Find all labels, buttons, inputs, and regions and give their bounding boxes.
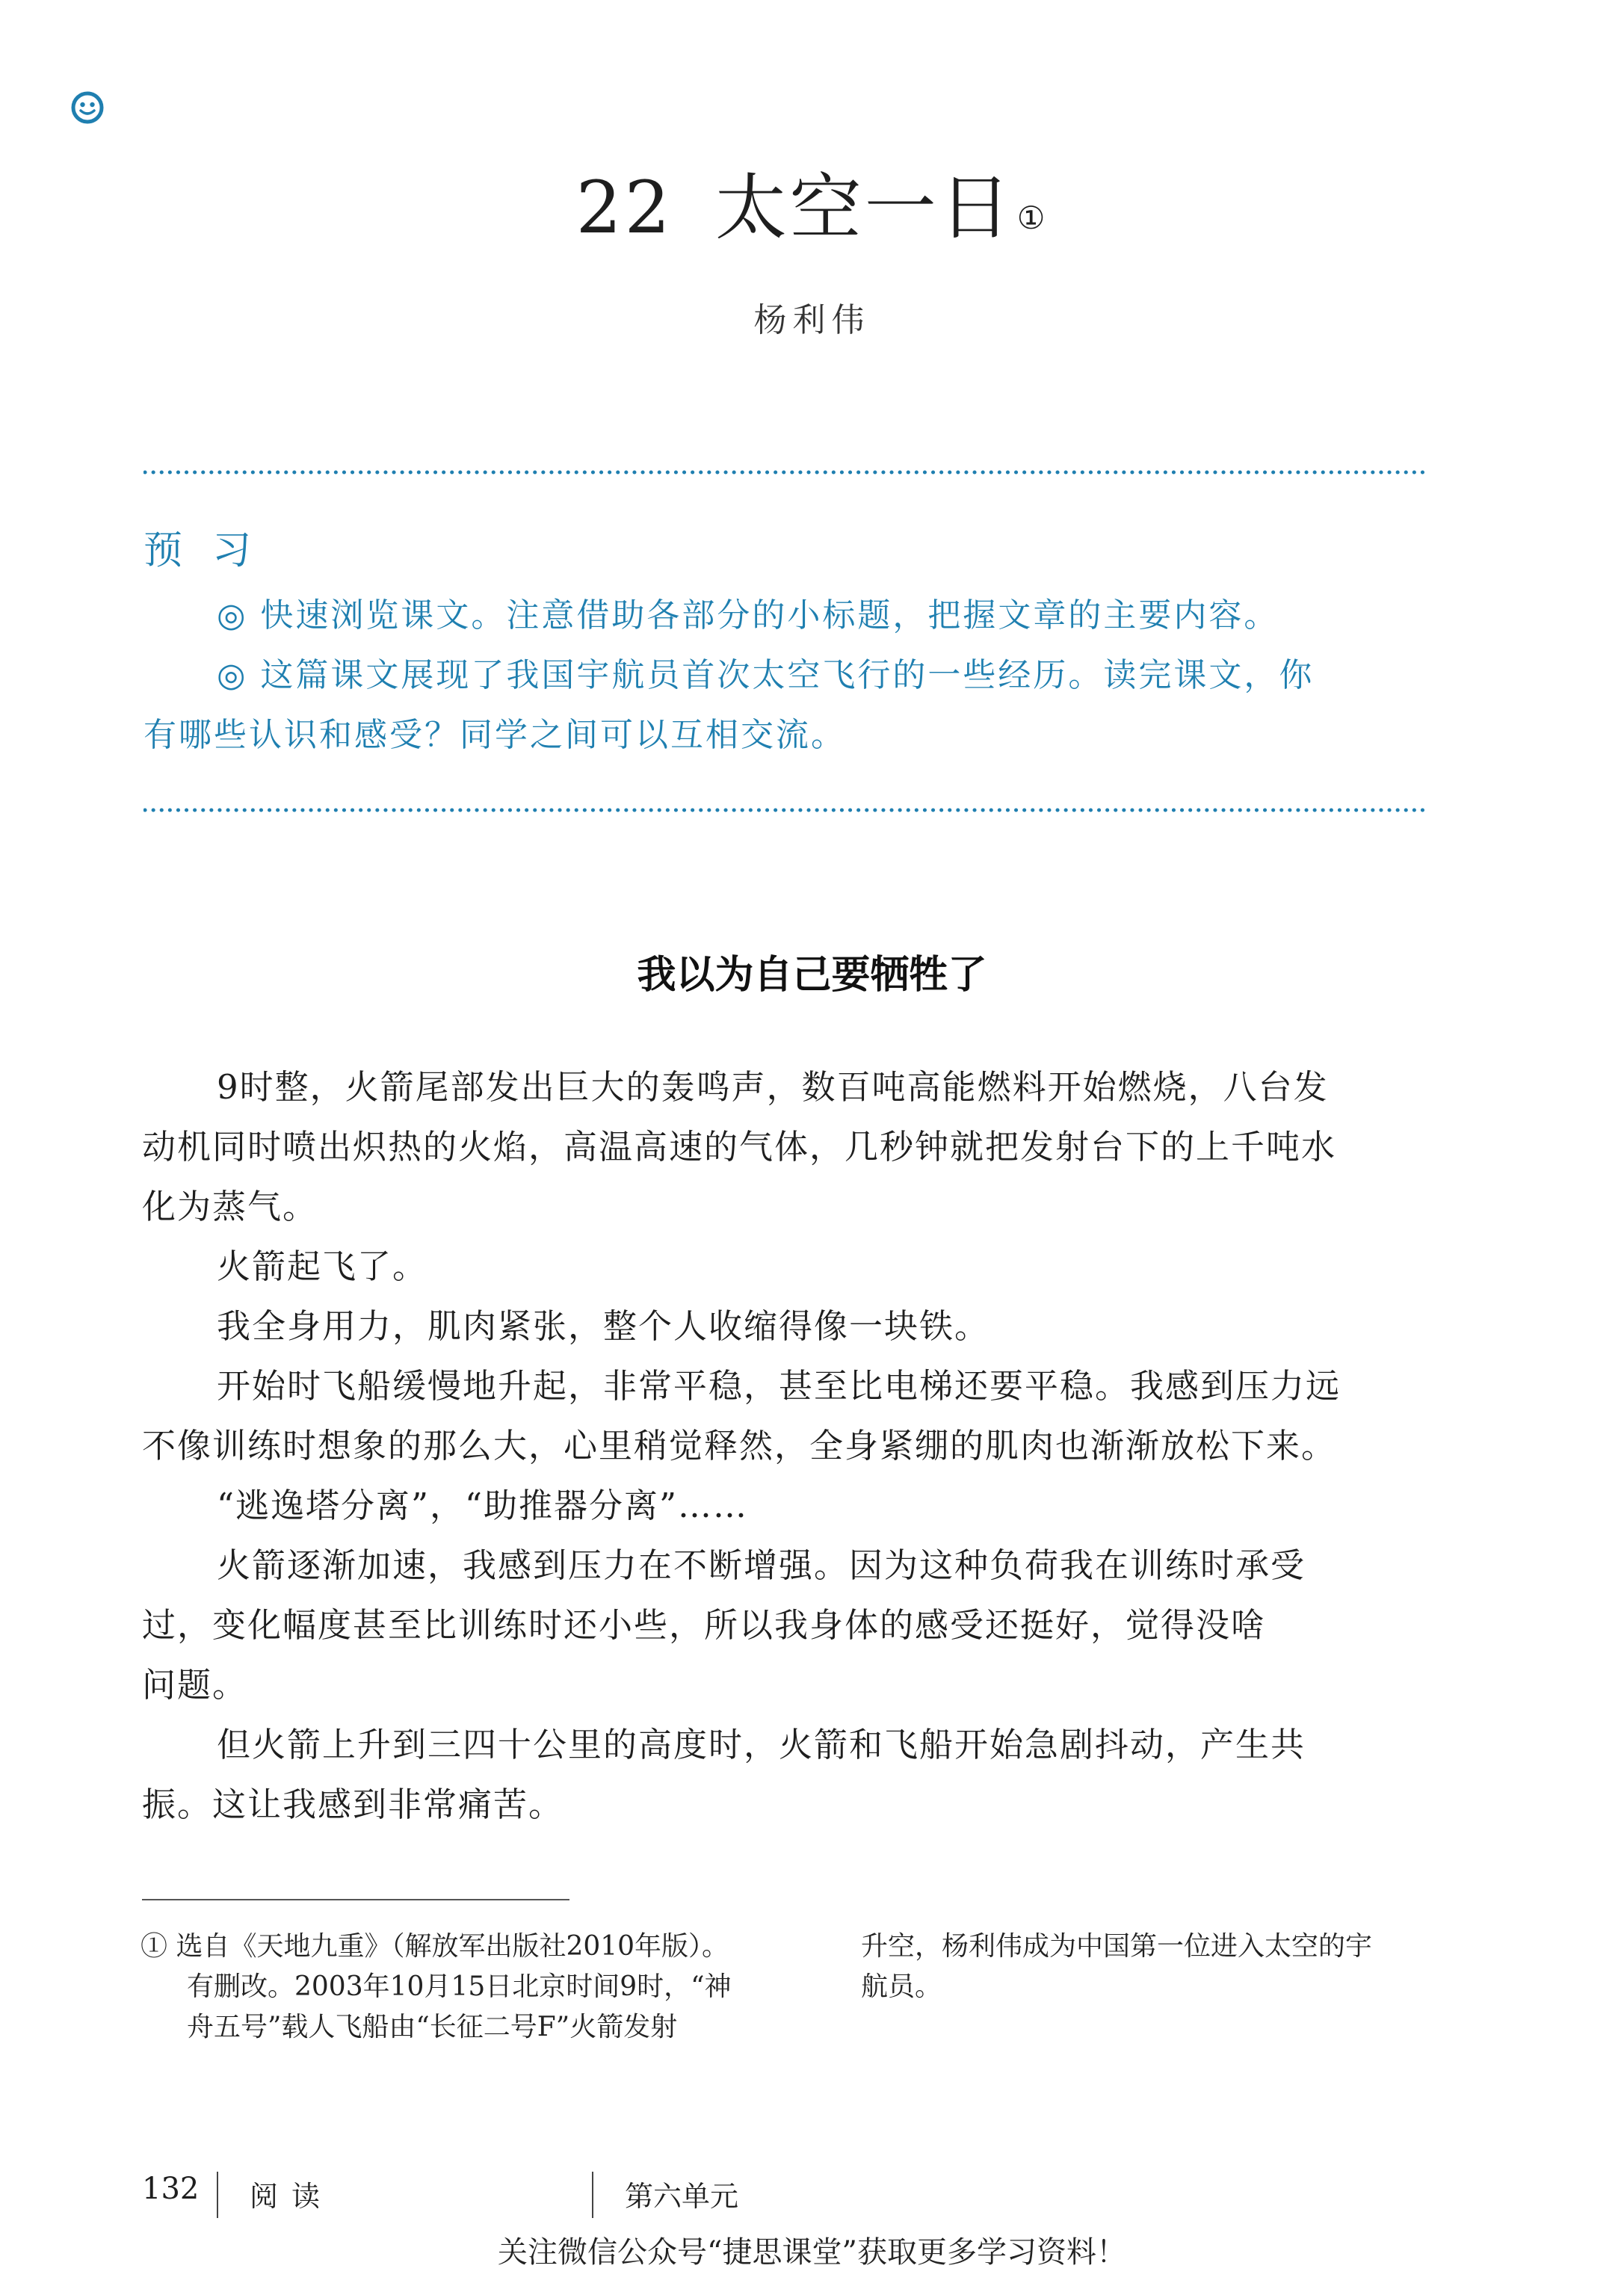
footnote-rule	[142, 1899, 569, 1900]
preview-item-1: ◎ 快速浏览课文。注意借助各部分的小标题，把握文章的主要内容。	[217, 596, 1279, 634]
unit-label: 第六单元	[625, 2180, 739, 2213]
body-line: 化为蒸气。	[142, 1187, 318, 1226]
body-line: 问题。	[142, 1665, 248, 1705]
footnote-line: 舟五号”载人飞船由“长征二号F”火箭发射	[187, 2012, 678, 2042]
body-line: 但火箭上升到三四十公里的高度时，火箭和飞船开始急剧抖动，产生共	[217, 1725, 1306, 1764]
body-line: 火箭逐渐加速，我感到压力在不断增强。因为这种负荷我在训练时承受	[217, 1545, 1306, 1585]
dotted-divider-bottom	[143, 807, 1425, 813]
body-line: 9时整，火箭尾部发出巨大的轰鸣声，数百吨高能燃料开始燃烧，八台发	[217, 1067, 1329, 1107]
promo-text: 关注微信公众号“捷思课堂”获取更多学习资料！	[498, 2235, 1126, 2270]
body-line: 火箭起飞了。	[217, 1247, 428, 1286]
section-label: 阅读	[250, 2180, 334, 2213]
body-line: 过，变化幅度甚至比训练时还小些，所以我身体的感受还挺好，觉得没啥	[142, 1605, 1267, 1645]
footnote-line: 航员。	[861, 1971, 942, 2002]
body-line: 动机同时喷出炽热的火焰，高温高速的气体，几秒钟就把发射台下的上千吨水	[142, 1127, 1337, 1167]
footnote-line: ① 选自《天地九重》（解放军出版社2010年版）。	[141, 1931, 729, 1962]
preview-item-2-continued: 有哪些认识和感受？同学之间可以互相交流。	[143, 716, 846, 754]
smiley-icon	[70, 90, 105, 125]
lesson-title	[0, 163, 1624, 253]
author: 杨利伟	[753, 301, 871, 339]
footer-divider	[592, 2172, 593, 2218]
preview-heading: 预习	[143, 528, 282, 573]
preview-item-2: ◎ 这篇课文展现了我国宇航员首次太空飞行的一些经历。读完课文，你	[217, 656, 1315, 694]
body-line: 开始时飞船缓慢地升起，非常平稳，甚至比电梯还要平稳。我感到压力远	[217, 1366, 1342, 1406]
dotted-divider-top	[143, 469, 1425, 475]
lesson-number: 22	[575, 166, 673, 250]
footnote-marker[interactable]: ①	[1016, 200, 1049, 236]
footer-divider	[217, 2172, 218, 2218]
body-line: 我全身用力，肌肉紧张，整个人收缩得像一块铁。	[217, 1306, 990, 1346]
lesson-title-text: 太空一日	[714, 166, 1014, 250]
footnote-line: 升空，杨利伟成为中国第一位进入太空的宇	[861, 1931, 1373, 1962]
body-line: 不像训练时想象的那么大，心里稍觉释然，全身紧绷的肌肉也渐渐放松下来。	[142, 1426, 1337, 1465]
section-heading: 我以为自己要牺牲了	[637, 953, 987, 998]
footnote-line: 有删改。2003年10月15日北京时间9时，“神	[187, 1971, 732, 2002]
page-number: 132	[142, 2172, 200, 2206]
body-line: 振。这让我感到非常痛苦。	[142, 1785, 564, 1824]
body-line: “逃逸塔分离”，“助推器分离”……	[217, 1486, 749, 1525]
